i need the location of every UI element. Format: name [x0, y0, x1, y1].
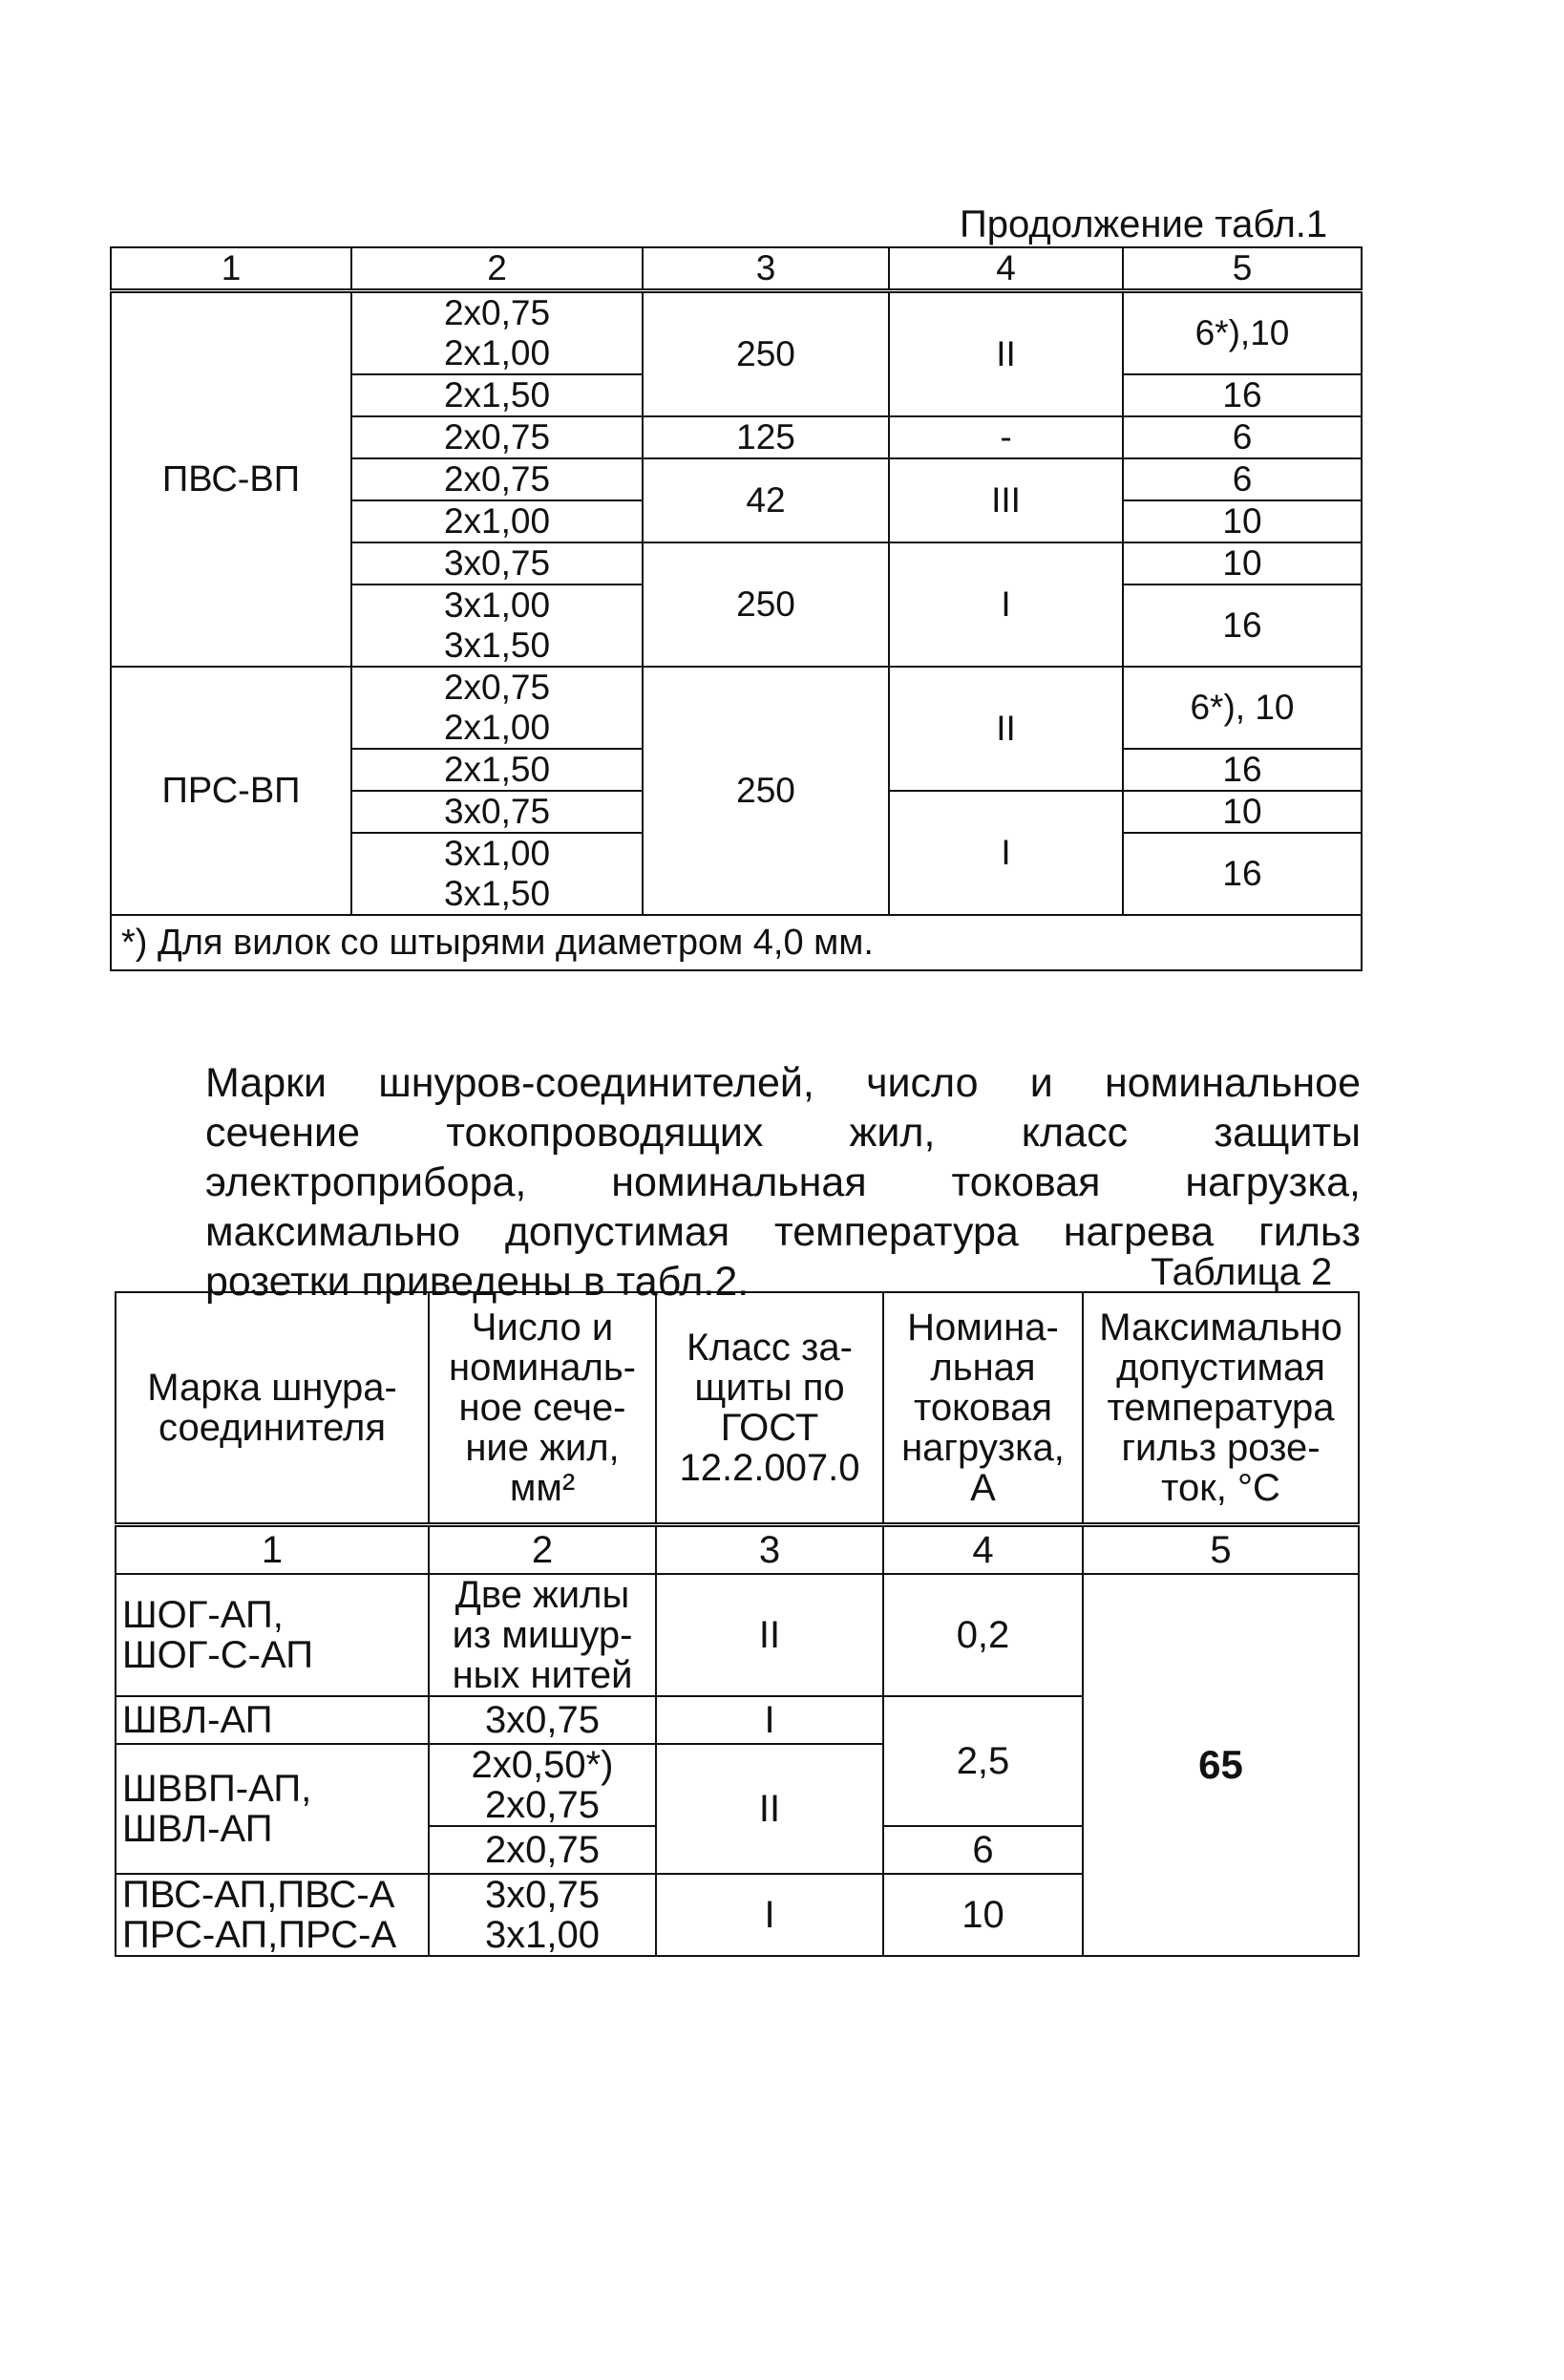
- table1-header-cell: 5: [1123, 247, 1362, 291]
- section-cell: 2x0,50*) 2x0,75: [429, 1744, 656, 1826]
- current-cell: 0,2: [883, 1574, 1083, 1696]
- section-cell: 3x0,75: [351, 542, 643, 584]
- table1-header-row: [111, 247, 1362, 291]
- voltage-cell: 250: [643, 542, 889, 667]
- current-cell: 2,5: [883, 1696, 1083, 1826]
- mark-cell: ПВС-АП,ПВС-А ПРС-АП,ПРС-А: [116, 1874, 429, 1956]
- mark-cell: ШВЛ-АП: [116, 1696, 429, 1744]
- table1-header-cell: 4: [889, 247, 1123, 291]
- header-current: Номина- льная токовая нагрузка, А: [883, 1292, 1083, 1525]
- current-cell: 6: [883, 1826, 1083, 1874]
- section-cell: 2x0,75 2x1,00: [351, 667, 643, 749]
- current-cell: 16: [1123, 833, 1362, 915]
- section-cell: 3x0,75: [351, 791, 643, 833]
- class-cell: III: [889, 458, 1123, 542]
- class-cell: II: [889, 291, 1123, 417]
- section-cell: 2x1,50: [351, 749, 643, 791]
- current-cell: 6*),10: [1123, 291, 1362, 375]
- class-cell: II: [656, 1574, 883, 1696]
- table-row: [111, 667, 1362, 749]
- section-cell: 2x0,75 2x1,00: [351, 291, 643, 375]
- current-cell: 6: [1123, 416, 1362, 458]
- current-cell: 10: [1123, 542, 1362, 584]
- header-class: Класс за- щиты по ГОСТ 12.2.007.0: [656, 1292, 883, 1525]
- column-number: 4: [883, 1525, 1083, 1575]
- current-cell: 10: [1123, 500, 1362, 542]
- class-cell: -: [889, 416, 1123, 458]
- table1-caption: Продолжение табл.1: [960, 203, 1328, 245]
- table2-caption: Таблица 2: [1151, 1251, 1333, 1293]
- table1-header-cell: 3: [643, 247, 889, 291]
- current-cell: 16: [1123, 584, 1362, 667]
- section-cell: 3x1,00 3x1,50: [351, 584, 643, 667]
- current-cell: 10: [1123, 791, 1362, 833]
- voltage-cell: 125: [643, 416, 889, 458]
- class-cell: I: [656, 1696, 883, 1744]
- class-cell: I: [889, 791, 1123, 915]
- column-number: 5: [1083, 1525, 1359, 1575]
- class-cell: I: [656, 1874, 883, 1956]
- table-row: [111, 291, 1362, 375]
- mark-cell: ШОГ-АП, ШОГ-С-АП: [116, 1574, 429, 1696]
- section-cell: Две жилы из мишур- ных нитей: [429, 1574, 656, 1696]
- class-cell: II: [889, 667, 1123, 791]
- header-mark: Марка шнура- соединителя: [116, 1292, 429, 1525]
- header-section: Число и номиналь- ное сече- ние жил, мм²: [429, 1292, 656, 1525]
- footnote-row: [111, 915, 1362, 970]
- header-temperature: Максимально допустимая температура гильз розе- ток, °С: [1083, 1292, 1359, 1525]
- table2: [115, 1291, 1360, 1957]
- section-cell: 3x0,75 3x1,00: [429, 1874, 656, 1956]
- table2-header-row: [116, 1292, 1359, 1525]
- footnote: *) Для вилок со штырями диаметром 4,0 мм.: [111, 915, 1362, 970]
- current-cell: 16: [1123, 374, 1362, 416]
- section-cell: 3x1,00 3x1,50: [351, 833, 643, 915]
- mark-cell: ПВС-ВП: [111, 291, 351, 668]
- temperature-cell: 65: [1083, 1574, 1359, 1956]
- current-cell: 6: [1123, 458, 1362, 500]
- table2-number-row: [116, 1525, 1359, 1575]
- section-cell: 2x0,75: [351, 458, 643, 500]
- body-paragraph: Марки шнуров-соединителей, число и номинальное сечение токопроводящих жил, класс защиты электроприбора, номинальная токовая нагрузка, максимально допустимая температура нагрева гильз розетки приведены в табл.2.: [205, 1060, 1361, 1305]
- current-cell: 6*), 10: [1123, 667, 1362, 749]
- class-cell: II: [656, 1744, 883, 1874]
- mark-cell: ШВВП-АП, ШВЛ-АП: [116, 1744, 429, 1874]
- column-number: 3: [656, 1525, 883, 1575]
- section-cell: 2x0,75: [429, 1826, 656, 1874]
- voltage-cell: 42: [643, 458, 889, 542]
- table1-header-cell: 2: [351, 247, 643, 291]
- voltage-cell: 250: [643, 291, 889, 417]
- table1-header-cell: 1: [111, 247, 351, 291]
- section-cell: 2x0,75: [351, 416, 643, 458]
- column-number: 1: [116, 1525, 429, 1575]
- voltage-cell: 250: [643, 667, 889, 915]
- section-cell: 3x0,75: [429, 1696, 656, 1744]
- section-cell: 2x1,50: [351, 374, 643, 416]
- current-cell: 10: [883, 1874, 1083, 1956]
- mark-cell: ПРС-ВП: [111, 667, 351, 915]
- table1: [110, 246, 1363, 971]
- column-number: 2: [429, 1525, 656, 1575]
- class-cell: I: [889, 542, 1123, 667]
- section-cell: 2x1,00: [351, 500, 643, 542]
- current-cell: 16: [1123, 749, 1362, 791]
